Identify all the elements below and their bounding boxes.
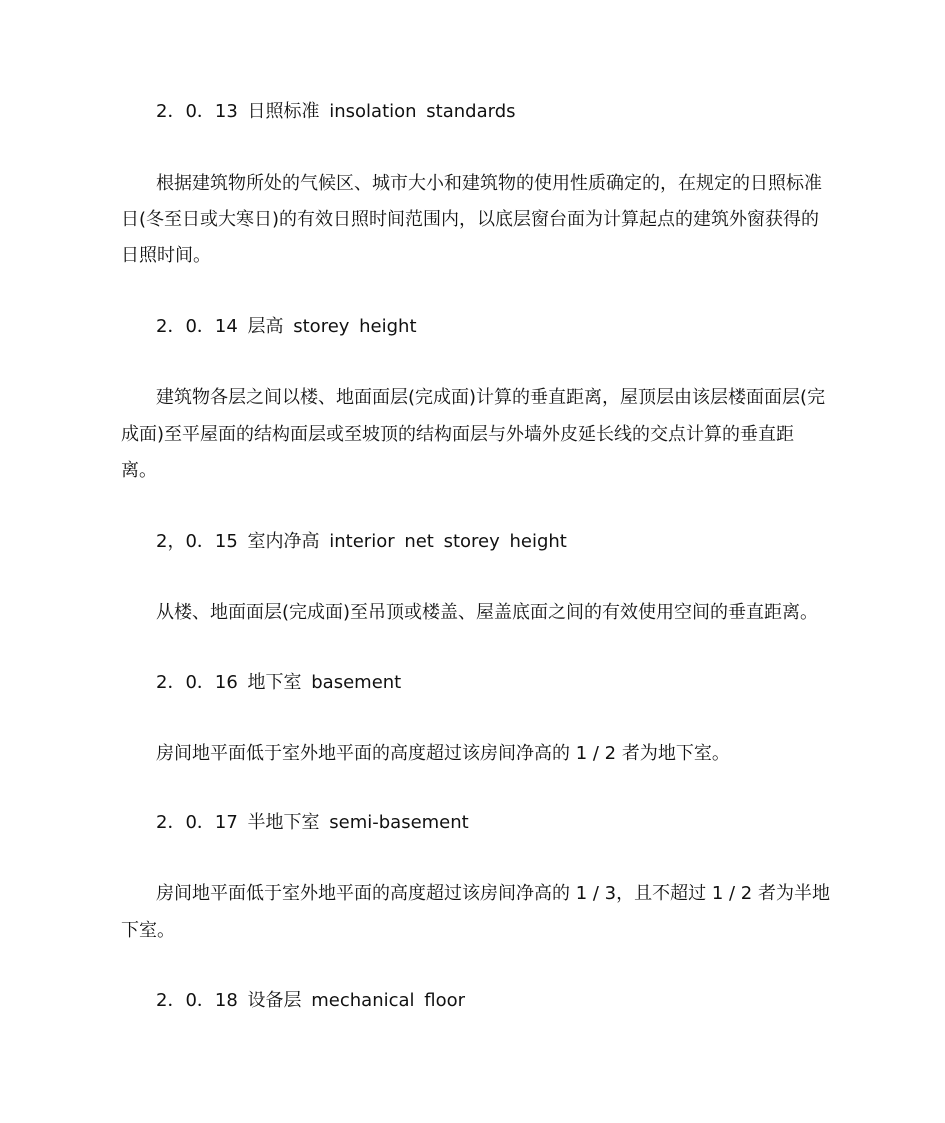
- section-text-line: 房间地平面低于室外地平面的高度超过该房间净高的 1 / 3，且不超过 1 / 2 者为半地: [156, 883, 830, 904]
- section-text-line: 日(冬至日或大寒日)的有效日照时间范围内，以底层窗台面为计算起点的建筑外窗获得的: [121, 209, 820, 230]
- section-text-line: 日照时间。: [121, 245, 211, 266]
- section-heading-2-0-16: 2．0．16 地下室 basement: [156, 672, 402, 693]
- section-text-line: 从楼、地面面层(完成面)至吊顶或楼盖、屋盖底面之间的有效使用空间的垂直距离。: [156, 602, 819, 623]
- section-text-line: 房间地平面低于室外地平面的高度超过该房间净高的 1 / 2 者为地下室。: [156, 743, 730, 764]
- section-heading-2-0-18: 2．0．18 设备层 mechanical floor: [156, 990, 466, 1011]
- section-heading-2-0-13: 2．0．13 日照标准 insolation standards: [156, 101, 516, 122]
- section-text-line: 成面)至平屋面的结构面层或至坡顶的结构面层与外墙外皮延长线的交点计算的垂直距: [121, 424, 795, 445]
- section-text-line: 下室。: [121, 920, 175, 941]
- section-text-line: 根据建筑物所处的气候区、城市大小和建筑物的使用性质确定的，在规定的日照标准: [156, 173, 822, 194]
- section-text-line: 建筑物各层之间以楼、地面面层(完成面)计算的垂直距离，屋顶层由该层楼面面层(完: [156, 387, 826, 408]
- section-heading-2-0-14: 2．0．14 层高 storey height: [156, 316, 417, 337]
- section-heading-2-0-15: 2，0．15 室内净高 interior net storey height: [156, 531, 567, 552]
- section-text-line: 离。: [121, 460, 157, 481]
- section-heading-2-0-17: 2．0．17 半地下室 semi-basement: [156, 812, 469, 833]
